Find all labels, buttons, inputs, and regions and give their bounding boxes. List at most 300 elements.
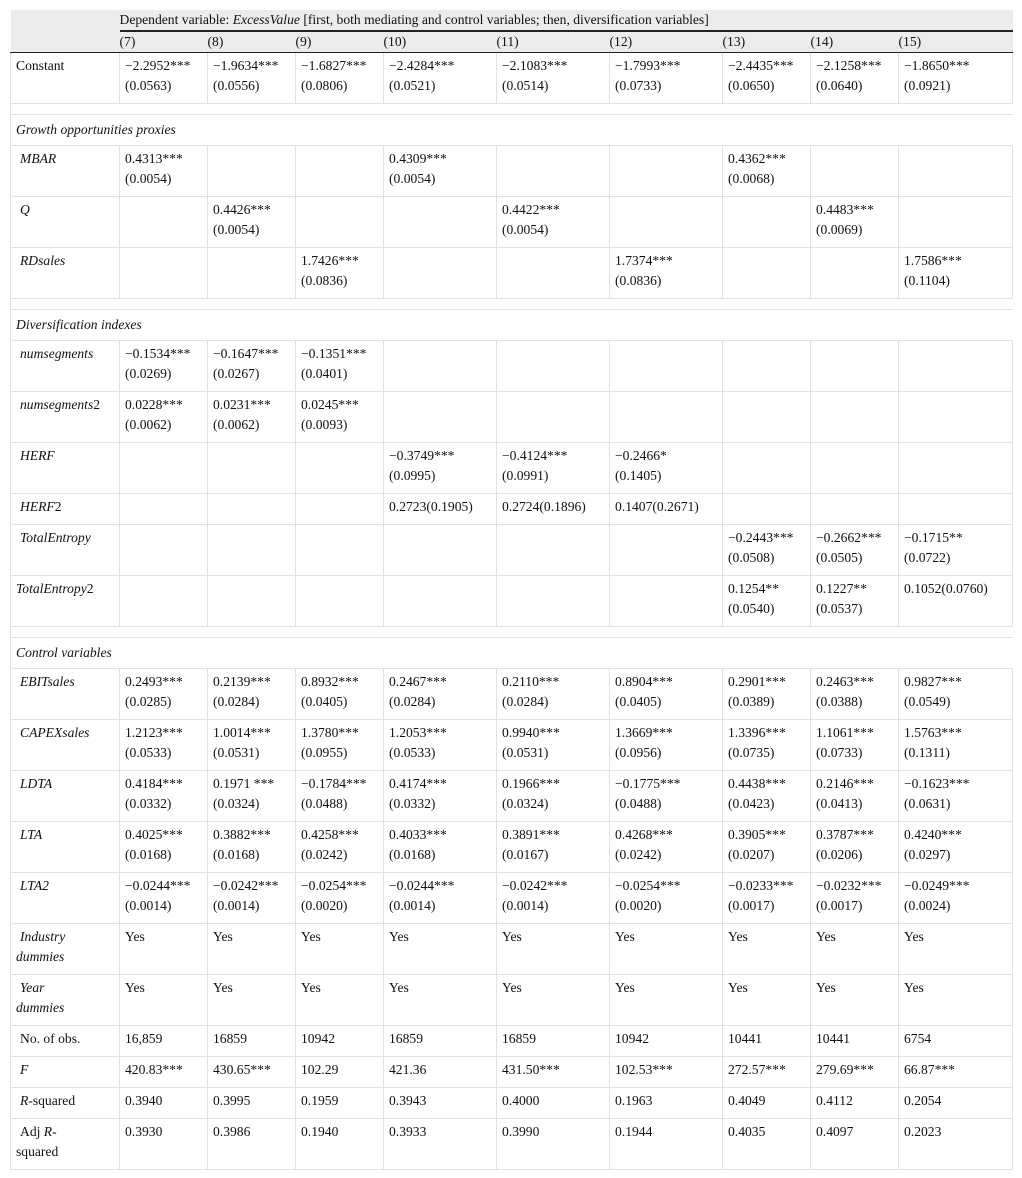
coefficient-cell xyxy=(296,53,384,104)
coefficient-cell xyxy=(208,197,296,248)
row-label xyxy=(11,146,120,197)
coefficient-value: 0.4174*** xyxy=(389,776,447,791)
row-label-text: dummies xyxy=(16,949,65,964)
coefficient-cell xyxy=(497,822,610,873)
coefficient-cell xyxy=(610,197,723,248)
coefficient-cell xyxy=(120,822,208,873)
row-label-text: F xyxy=(20,1062,29,1077)
coefficient-value: 0.2493*** xyxy=(125,674,183,689)
coefficient-value: 0.3891*** xyxy=(502,827,560,842)
coefficient-cell xyxy=(120,392,208,443)
coefficient-value: 0.4483*** xyxy=(816,202,874,217)
standard-error: (0.0267) xyxy=(213,366,260,381)
table-row xyxy=(11,53,1013,104)
coefficient-value: 0.8904*** xyxy=(615,674,673,689)
section-title: Control variables xyxy=(11,638,1013,669)
standard-error: (0.0563) xyxy=(125,78,172,93)
row-label xyxy=(11,197,120,248)
coefficient-cell xyxy=(610,771,723,822)
coefficient-value: 1.3669*** xyxy=(615,725,673,740)
coefficient-cell xyxy=(120,525,208,576)
coefficient-value: 1.5763*** xyxy=(904,725,962,740)
statistic-cell: 0.2023 xyxy=(899,1119,1013,1170)
coefficient-cell xyxy=(899,771,1013,822)
coefficient-value: 0.3905*** xyxy=(728,827,786,842)
coefficient-cell xyxy=(208,525,296,576)
coefficient-cell xyxy=(208,443,296,494)
standard-error: (0.0014) xyxy=(125,898,172,913)
coefficient-cell xyxy=(723,443,811,494)
standard-error: (0.0324) xyxy=(213,796,260,811)
coefficient-value: −0.0249*** xyxy=(904,878,970,893)
dummy-cell: Yes xyxy=(723,975,811,1026)
row-label xyxy=(11,53,120,104)
row-label-text: dummies xyxy=(16,1000,65,1015)
coefficient-value: −0.0244*** xyxy=(389,878,455,893)
standard-error: (0.0405) xyxy=(301,694,348,709)
row-label-text: LTA xyxy=(20,827,43,842)
coefficient-value: 0.1254** xyxy=(728,581,779,596)
row-label-text: Q xyxy=(20,202,30,217)
coefficient-cell xyxy=(208,669,296,720)
standard-error: (0.0285) xyxy=(125,694,172,709)
coefficient-cell xyxy=(899,525,1013,576)
coefficient-value: 1.2123*** xyxy=(125,725,183,740)
standard-error: (0.0206) xyxy=(816,847,863,862)
coefficient-value: 0.4426*** xyxy=(213,202,271,217)
coefficient-value: 0.4309*** xyxy=(389,151,447,166)
coefficient-value: 1.1061*** xyxy=(816,725,874,740)
coefficient-value: −0.4124*** xyxy=(502,448,568,463)
standard-error: (0.0324) xyxy=(502,796,549,811)
coefficient-cell xyxy=(384,53,497,104)
coefficient-cell xyxy=(811,197,899,248)
coefficient-value: 0.4362*** xyxy=(728,151,786,166)
row-label xyxy=(11,822,120,873)
coefficient-cell xyxy=(811,392,899,443)
coefficient-cell xyxy=(208,392,296,443)
dummy-cell: Yes xyxy=(208,975,296,1026)
coefficient-value: −0.0233*** xyxy=(728,878,794,893)
column-header: (14) xyxy=(811,31,899,53)
row-label-text: numsegments xyxy=(20,346,94,361)
coefficient-cell xyxy=(811,525,899,576)
dummy-cell: Yes xyxy=(296,924,384,975)
coefficient-value: 0.2463*** xyxy=(816,674,874,689)
row-label-text: CAPEXsales xyxy=(20,725,90,740)
coefficient-cell xyxy=(497,341,610,392)
coefficient-cell xyxy=(296,443,384,494)
standard-error: (0.0921) xyxy=(904,78,951,93)
coefficient-cell xyxy=(723,494,811,525)
coefficient-cell xyxy=(610,341,723,392)
standard-error: (0.0488) xyxy=(615,796,662,811)
dummy-cell: Yes xyxy=(497,924,610,975)
coefficient-value: 0.2467*** xyxy=(389,674,447,689)
coefficient-value: 0.1971 *** xyxy=(213,776,275,791)
section-title: Diversification indexes xyxy=(11,310,1013,341)
row-label-line1 xyxy=(20,1091,119,1111)
header-row-model-numbers xyxy=(11,31,1013,53)
table-row xyxy=(11,669,1013,720)
row-label-line2 xyxy=(16,998,119,1018)
coefficient-cell xyxy=(208,771,296,822)
coefficient-cell xyxy=(723,576,811,627)
coefficient-cell xyxy=(811,494,899,525)
row-label-rest: -squared xyxy=(28,1093,76,1108)
coefficient-value: −0.0242*** xyxy=(213,878,279,893)
standard-error: (0.0332) xyxy=(125,796,172,811)
coefficient-cell xyxy=(497,248,610,299)
coefficient-cell xyxy=(208,822,296,873)
coefficient-cell xyxy=(811,146,899,197)
statistic-cell: 0.3995 xyxy=(208,1088,296,1119)
coefficient-cell xyxy=(384,822,497,873)
column-header: (12) xyxy=(610,31,723,53)
row-label xyxy=(11,525,120,576)
standard-error: (0.0405) xyxy=(615,694,662,709)
statistic-cell: 102.29 xyxy=(296,1057,384,1088)
coefficient-value: −0.1647*** xyxy=(213,346,279,361)
coefficient-cell xyxy=(899,720,1013,771)
coefficient-cell xyxy=(296,576,384,627)
coefficient-cell xyxy=(120,873,208,924)
coefficient-value: 0.4268*** xyxy=(615,827,673,842)
coefficient-value: −0.0232*** xyxy=(816,878,882,893)
coefficient-value: −2.1258*** xyxy=(816,58,882,73)
standard-error: (0.0168) xyxy=(389,847,436,862)
coefficient-cell xyxy=(497,146,610,197)
row-label-line1 xyxy=(20,1122,119,1142)
regression-table xyxy=(10,10,1013,1170)
standard-error: (0.1311) xyxy=(904,745,950,760)
standard-error: (0.0054) xyxy=(213,222,260,237)
standard-error: (0.0537) xyxy=(816,601,863,616)
coefficient-value: −0.0244*** xyxy=(125,878,191,893)
dummy-cell: Yes xyxy=(384,975,497,1026)
coefficient-cell xyxy=(899,669,1013,720)
dummy-cell: Yes xyxy=(899,975,1013,1026)
coefficient-cell xyxy=(610,146,723,197)
coefficient-cell xyxy=(296,494,384,525)
row-label-suffix: 2 xyxy=(93,397,101,412)
coefficient-cell xyxy=(296,197,384,248)
standard-error: (0.0991) xyxy=(502,468,549,483)
standard-error: (0.0401) xyxy=(301,366,348,381)
dummy-cell: Yes xyxy=(120,975,208,1026)
statistic-row xyxy=(11,1088,1013,1119)
standard-error: (0.0207) xyxy=(728,847,775,862)
statistic-cell: 0.4049 xyxy=(723,1088,811,1119)
row-label xyxy=(11,720,120,771)
coefficient-cell xyxy=(610,525,723,576)
coefficient-value: 0.4313*** xyxy=(125,151,183,166)
dummy-cell: Yes xyxy=(610,924,723,975)
coefficient-cell xyxy=(610,669,723,720)
coefficient-value: 0.4033*** xyxy=(389,827,447,842)
coefficient-cell xyxy=(497,576,610,627)
coefficient-cell xyxy=(120,341,208,392)
coefficient-cell xyxy=(497,720,610,771)
coefficient-cell xyxy=(610,873,723,924)
standard-error: (0.0017) xyxy=(728,898,775,913)
coefficient-cell xyxy=(296,248,384,299)
dummy-cell: Yes xyxy=(120,924,208,975)
coefficient-cell xyxy=(723,146,811,197)
coefficient-value: −0.1715** xyxy=(904,530,963,545)
coefficient-value: 0.8932*** xyxy=(301,674,359,689)
statistic-cell: 0.3943 xyxy=(384,1088,497,1119)
row-label xyxy=(11,1088,120,1119)
coefficient-value: −1.9634*** xyxy=(213,58,279,73)
coefficient-value: 0.4438*** xyxy=(728,776,786,791)
row-label xyxy=(11,669,120,720)
table-row xyxy=(11,576,1013,627)
coefficient-value: −0.0254*** xyxy=(301,878,367,893)
coefficient-cell xyxy=(296,822,384,873)
spacer-cell xyxy=(11,104,1013,115)
standard-error: (0.0284) xyxy=(502,694,549,709)
column-header: (8) xyxy=(208,31,296,53)
row-label-prefix: Adj xyxy=(20,1124,44,1139)
coefficient-cell xyxy=(384,341,497,392)
statistic-cell: 66.87*** xyxy=(899,1057,1013,1088)
coefficient-cell xyxy=(723,720,811,771)
coefficient-cell xyxy=(811,720,899,771)
coefficient-cell xyxy=(120,443,208,494)
coefficient-cell xyxy=(208,341,296,392)
coefficient-value: −1.8650*** xyxy=(904,58,970,73)
coefficient-value: 1.7586*** xyxy=(904,253,962,268)
coefficient-value: −2.2952*** xyxy=(125,58,191,73)
statistic-cell: 0.3933 xyxy=(384,1119,497,1170)
dummy-cell: Yes xyxy=(296,975,384,1026)
table-row xyxy=(11,146,1013,197)
standard-error: (0.0533) xyxy=(389,745,436,760)
table-row xyxy=(11,873,1013,924)
standard-error: (0.0556) xyxy=(213,78,260,93)
row-label-line2: squared xyxy=(16,1144,59,1159)
header-corner-lower xyxy=(11,31,120,53)
spacer-row xyxy=(11,627,1013,638)
row-label-line1 xyxy=(16,978,119,998)
statistic-cell: 10942 xyxy=(296,1026,384,1057)
coefficient-value: 1.3780*** xyxy=(301,725,359,740)
standard-error: (0.0531) xyxy=(502,745,549,760)
coefficient-cell xyxy=(899,392,1013,443)
coefficient-value: 0.1966*** xyxy=(502,776,560,791)
standard-error: (0.0540) xyxy=(728,601,775,616)
standard-error: (0.0168) xyxy=(125,847,172,862)
coefficient-cell xyxy=(497,494,610,525)
row-label xyxy=(11,1057,120,1088)
row-label-italic: R xyxy=(43,1124,53,1139)
standard-error: (0.0242) xyxy=(615,847,662,862)
coefficient-cell xyxy=(120,53,208,104)
coefficient-cell xyxy=(811,443,899,494)
statistic-cell: 0.3986 xyxy=(208,1119,296,1170)
coefficient-cell xyxy=(296,873,384,924)
column-header: (13) xyxy=(723,31,811,53)
row-label-text: Industry xyxy=(20,929,66,944)
coefficient-value: −0.1784*** xyxy=(301,776,367,791)
coefficient-cell xyxy=(497,392,610,443)
coefficient-cell xyxy=(723,341,811,392)
coefficient-cell xyxy=(384,669,497,720)
section-title: Growth opportunities proxies xyxy=(11,115,1013,146)
coefficient-value: 0.4025*** xyxy=(125,827,183,842)
standard-error: (0.0995) xyxy=(389,468,436,483)
standard-error: (0.0297) xyxy=(904,847,951,862)
coefficient-value: −0.1623*** xyxy=(904,776,970,791)
standard-error: (0.0054) xyxy=(389,171,436,186)
coefficient-cell xyxy=(723,669,811,720)
coefficient-cell xyxy=(610,822,723,873)
row-label-text: EBITsales xyxy=(20,674,75,689)
coefficient-cell xyxy=(384,248,497,299)
coefficient-value: 0.3787*** xyxy=(816,827,874,842)
statistic-cell: 0.3990 xyxy=(497,1119,610,1170)
coefficient-cell xyxy=(296,669,384,720)
coefficient-cell xyxy=(610,576,723,627)
standard-error: (0.0093) xyxy=(301,417,348,432)
row-label-text: TotalEntropy xyxy=(16,581,87,596)
coefficient-value: 1.7426*** xyxy=(301,253,359,268)
standard-error: (0.0014) xyxy=(502,898,549,913)
standard-error: (0.0514) xyxy=(502,78,549,93)
table-row xyxy=(11,525,1013,576)
header-corner xyxy=(11,10,120,31)
statistic-cell: 0.3940 xyxy=(120,1088,208,1119)
coefficient-value: 0.4422*** xyxy=(502,202,560,217)
statistic-cell: 0.4097 xyxy=(811,1119,899,1170)
coefficient-cell xyxy=(296,146,384,197)
row-label xyxy=(11,771,120,822)
standard-error: (0.0836) xyxy=(615,273,662,288)
standard-error: (0.0836) xyxy=(301,273,348,288)
statistic-cell: 0.4000 xyxy=(497,1088,610,1119)
standard-error: (0.0733) xyxy=(816,745,863,760)
standard-error: (0.1104) xyxy=(904,273,950,288)
coefficient-cell xyxy=(610,494,723,525)
coefficient-cell xyxy=(384,494,497,525)
coefficient-cell xyxy=(497,669,610,720)
coefficient-cell xyxy=(899,53,1013,104)
coefficient-value: −0.2662*** xyxy=(816,530,882,545)
standard-error: (0.0020) xyxy=(615,898,662,913)
coefficient-value: −0.2466* xyxy=(615,448,667,463)
statistic-cell: 0.1944 xyxy=(610,1119,723,1170)
standard-error: (0.1405) xyxy=(615,468,662,483)
coefficient-cell xyxy=(384,146,497,197)
standard-error: (0.0521) xyxy=(389,78,436,93)
statistic-cell: 279.69*** xyxy=(811,1057,899,1088)
coefficient-cell xyxy=(723,197,811,248)
spacer-cell xyxy=(11,299,1013,310)
coefficient-cell xyxy=(384,576,497,627)
standard-error: (0.0650) xyxy=(728,78,775,93)
standard-error: (0.0014) xyxy=(389,898,436,913)
standard-error: (0.0389) xyxy=(728,694,775,709)
coefficient-cell xyxy=(899,146,1013,197)
row-label-text: No. of obs. xyxy=(20,1031,81,1046)
statistic-cell: 0.1940 xyxy=(296,1119,384,1170)
table-row xyxy=(11,392,1013,443)
dep-var: ExcessValue xyxy=(232,12,300,27)
row-label-suffix: 2 xyxy=(54,499,62,514)
standard-error: (0.0069) xyxy=(816,222,863,237)
dep-prefix: Dependent variable: xyxy=(119,12,233,27)
coefficient-value: 1.7374*** xyxy=(615,253,673,268)
standard-error: (0.0735) xyxy=(728,745,775,760)
spacer-row xyxy=(11,104,1013,115)
coefficient-cell xyxy=(296,771,384,822)
dummy-row xyxy=(11,975,1013,1026)
statistic-cell: 10942 xyxy=(610,1026,723,1057)
coefficient-value: −2.4284*** xyxy=(389,58,455,73)
coefficient-cell xyxy=(811,873,899,924)
coefficient-value: 0.9827*** xyxy=(904,674,962,689)
standard-error: (0.0505) xyxy=(816,550,863,565)
table-row xyxy=(11,341,1013,392)
row-label xyxy=(11,392,120,443)
coefficient-value: 0.2901*** xyxy=(728,674,786,689)
standard-error: (0.0269) xyxy=(125,366,172,381)
coefficient-value: 0.2724(0.1896) xyxy=(502,499,586,514)
coefficient-cell xyxy=(208,53,296,104)
statistic-cell: 431.50*** xyxy=(497,1057,610,1088)
coefficient-cell xyxy=(811,576,899,627)
dummy-cell: Yes xyxy=(384,924,497,975)
statistic-row xyxy=(11,1057,1013,1088)
coefficient-value: 0.4240*** xyxy=(904,827,962,842)
section-header-row xyxy=(11,310,1013,341)
coefficient-cell xyxy=(208,494,296,525)
coefficient-cell xyxy=(497,197,610,248)
table-row xyxy=(11,197,1013,248)
statistic-cell: 16859 xyxy=(497,1026,610,1057)
coefficient-cell xyxy=(811,771,899,822)
standard-error: (0.0631) xyxy=(904,796,951,811)
standard-error: (0.0167) xyxy=(502,847,549,862)
coefficient-cell xyxy=(384,525,497,576)
standard-error: (0.0549) xyxy=(904,694,951,709)
standard-error: (0.0413) xyxy=(816,796,863,811)
row-label xyxy=(11,443,120,494)
column-header: (9) xyxy=(296,31,384,53)
coefficient-cell xyxy=(811,248,899,299)
statistic-cell: 102.53*** xyxy=(610,1057,723,1088)
coefficient-cell xyxy=(723,771,811,822)
coefficient-value: −2.4435*** xyxy=(728,58,794,73)
coefficient-value: 0.3882*** xyxy=(213,827,271,842)
table-row xyxy=(11,822,1013,873)
standard-error: (0.0332) xyxy=(389,796,436,811)
spacer-cell xyxy=(11,627,1013,638)
standard-error: (0.0955) xyxy=(301,745,348,760)
table-row xyxy=(11,771,1013,822)
coefficient-cell xyxy=(811,669,899,720)
standard-error: (0.0242) xyxy=(301,847,348,862)
coefficient-value: −0.1351*** xyxy=(301,346,367,361)
coefficient-cell xyxy=(899,197,1013,248)
coefficient-cell xyxy=(723,822,811,873)
standard-error: (0.0168) xyxy=(213,847,260,862)
standard-error: (0.0017) xyxy=(816,898,863,913)
row-label-rest: - xyxy=(52,1124,57,1139)
dummy-cell: Yes xyxy=(811,975,899,1026)
statistic-cell: 10441 xyxy=(811,1026,899,1057)
